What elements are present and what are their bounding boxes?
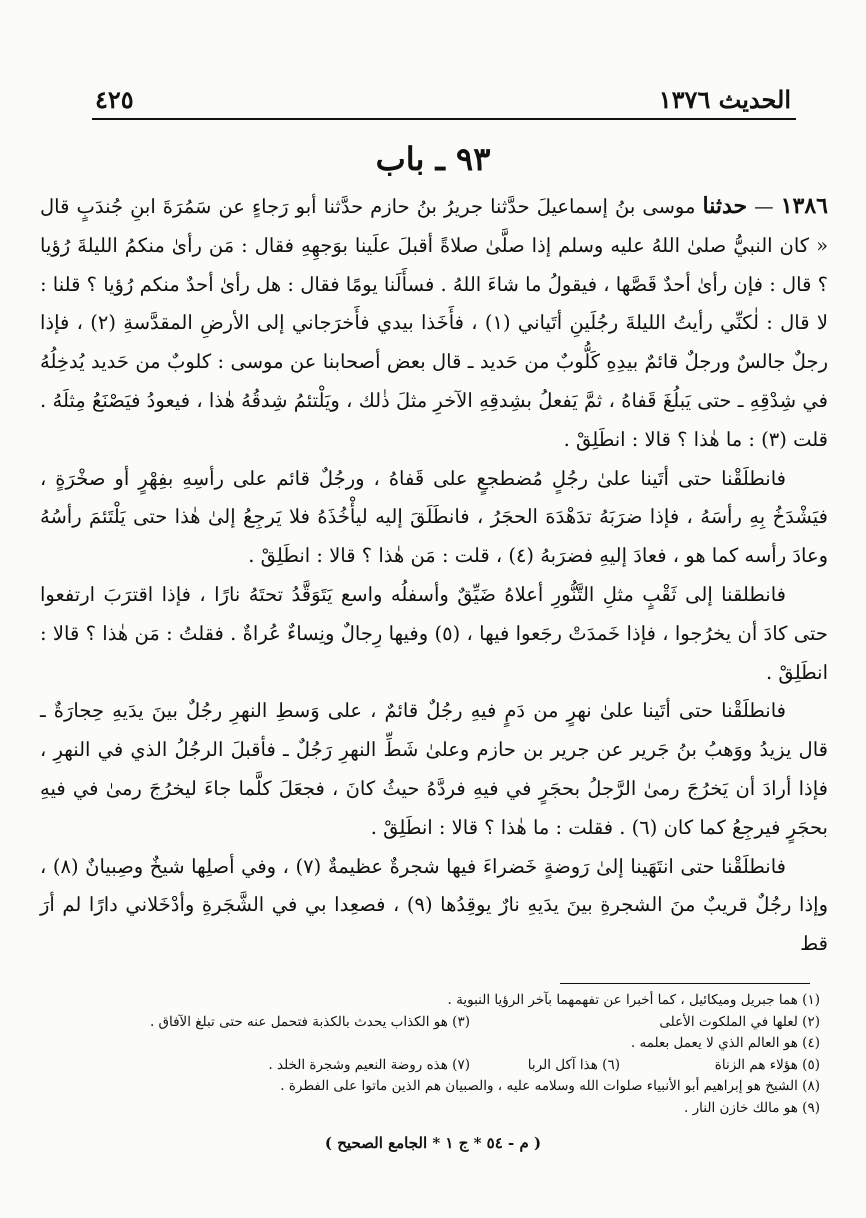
footnote-line: [60, 1033, 820, 1055]
footnote-rule: [560, 983, 810, 984]
footnote: (٧) هذه روضة النعيم وشجرة الخلد .: [268, 1056, 470, 1073]
footnote: (٦) هذا آكل الربا: [527, 1056, 620, 1073]
footnote-line: [60, 1076, 820, 1098]
paragraph-2: فانطلَقْنا حتى أتَينا علىٰ رجُلٍ مُضطجعٍ على قَفاهُ ، ورجُلٌ قائم على رأسِهِ بفِهْرٍ أو صخْرَةٍ ، فيَشْدَخُ بِهِ رأسَهُ ، فإذا ضرَبَهُ تدَهْدَهَ الحجَرُ ، فانطَلَقَ إليه ليأْخُذَهُ فلا يَرجِعُ إلىٰ هٰذا حتى يَلْتَئمَ رأسُهُ وعادَ رأسه كما هو ، فعادَ إليهِ فضرَبهُ (٤) ، قلت : مَن هٰذا ؟ قالا : انطَلِقْ .: [40, 466, 828, 568]
footnote-line: [60, 1055, 820, 1077]
paragraph-1: ١٣٨٦ — حدثنا موسى بنُ إسماعيلَ حدَّثنا جريرُ بنُ حازم حدَّثنا أبو رَجاءٍ عن سَمُرَةَ ابنِ جُندَبٍ قال « كان النبيُّ صلىٰ اللهُ عليه وسلم إذا صلَّىٰ صلاةً أقبلَ علَينا بوَجهِهِ فقال : مَن رأىٰ منكمُ الليلةَ رُؤيا ؟ قال : فإن رأىٰ أحدٌ قَصَّها ، فيقولُ ما شاءَ اللهُ . فسأَلَنا يومًا فقال : هل رأىٰ أحدٌ منكم رُؤيا ؟ قلنا : لا قال : لٰكنِّي رأيتُ الليلةَ رجُلَينِ أتَياني (١) ، فأَخَذا بيدي فأَخرَجاني إلى الأرضِ المقدَّسةِ (٢) ، فإذا رجلٌ جالسٌ ورجلٌ قائمٌ بيدِهِ كَلُّوبٌ من حَديد ـ قال بعض أصحابنا عن موسى : كلوبٌ من حَديد يُدخِلُهُ في شِدْقِهِ ـ حتى يَبلُغَ قَفاهُ ، ثمَّ يَفعلُ بشِدقِهِ الآخرِ مثلَ ذٰلك ، ويَلْتئمُ شِدقُهُ هٰذا ، فيعودُ فيَصْنَعُ مِثلَهُ . قلت (٣) : ما هٰذا ؟ قالا : انطَلِقْ .: [40, 193, 828, 451]
footnotes: [60, 990, 820, 1120]
chapter-title: ٩٣ ـ باب: [375, 140, 491, 178]
footnote: (١) هما جبريل وميكائيل ، كما أخبرا عن تفهمهما بآخر الرؤيا النبوية .: [447, 992, 820, 1008]
running-header: [95, 70, 791, 114]
paragraph-5: فانطلَقْنا حتى انتَهَينا إلىٰ رَوضةٍ خَضراءَ فيها شجرةٌ عظيمةٌ (٧) ، وفي أصلِها شيخٌ وصِبيانٌ (٨) ، وإذا رجُلٌ قريبٌ منَ الشجرةِ بينَ يدَيهِ نارٌ يوقِدُها (٩) ، فصعِدا بي في الشَّجَرةِ وأدْخَلاني دارًا لم أرَ قط: [40, 854, 828, 956]
paragraph-4: فانطلَقْنا حتى أتَينا علىٰ نهرٍ من دَمٍ فيهِ رجُلٌ قائمٌ ، على وَسطِ النهرِ رجُلٌ بينَ يدَيهِ حِجارَةٌ ـ قال يزيدُ ووَهبُ بنُ جَرير عن جرير بن حازم وعلىٰ شَطِّ النهرِ رَجُلٌ ـ فأقبلَ الرجُلُ الذي في النهرِ ، فإذا أرادَ أن يَخرُجَ رمىٰ الرَّجلُ بحجَرٍ في فيهِ فردَّهُ حيثُ كانَ ، فجعَلَ كلَّما جاءَ ليخرُجَ رمىٰ في فيهِ بحجَرٍ فيرجِعُ كما كان (٦) . فقلت : ما هٰذا ؟ قالا : انطَلِقْ .: [40, 699, 828, 839]
footnote: (٤) هو العالم الذي لا يعمل بعلمه .: [630, 1035, 820, 1052]
footnote-line: [60, 1012, 820, 1034]
footnote: (٣) هو الكذاب يحدث بالكذبة فتحمل عنه حتى تبلغ الآفاق .: [149, 1013, 470, 1030]
footnote: (٨) الشيخ هو إبراهيم أبو الأنبياء صلوات الله وسلامه عليه ، والصبيان هم الذين ماتوا على الفطرة .: [280, 1078, 820, 1095]
page-number: ٤٢٥: [95, 85, 134, 114]
hadith-range: الحديث ١٣٧٦: [658, 85, 791, 114]
paragraph-text: موسى بنُ إسماعيلَ حدَّثنا جريرُ بنُ حازم حدَّثنا أبو رَجاءٍ عن سَمُرَةَ ابنِ جُندَبٍ قال « كان النبيُّ صلىٰ اللهُ عليه وسلم إذا صلَّىٰ صلاةً أقبلَ علَينا بوَجهِهِ فقال : مَن رأىٰ منكمُ الليلةَ رُؤيا ؟ قال : فإن رأىٰ أحدٌ قَصَّها ، فيقولُ ما شاءَ اللهُ . فسأَلَنا يومًا فقال : هل رأىٰ أحدٌ منكم رُؤيا ؟ قلنا : لا قال : لٰكنِّي رأيتُ الليلةَ رجُلَينِ أتَياني (١) ، فأَخَذا بيدي فأَخرَجاني إلى الأرضِ المقدَّسةِ (٢) ، فإذا رجلٌ جالسٌ ورجلٌ قائمٌ بيدِهِ كَلُّوبٌ من حَديد ـ قال بعض أصحابنا عن موسى : كلوبٌ من حَديد يُدخِلُهُ في شِدْقِهِ ـ حتى يَبلُغَ قَفاهُ ، ثمَّ يَفعلُ بشِدقِهِ الآخرِ مثلَ ذٰلك ، ويَلْتئمُ شِدقُهُ هٰذا ، فيعودُ فيَصْنَعُ مِثلَهُ . قلت (٣) : ما هٰذا ؟ قالا : انطَلِقْ .: [40, 195, 828, 451]
signature-footer: ( م - ٥٤ * ج ١ * الجامع الصحيح ): [324, 1134, 542, 1152]
lead-word: حدثنا: [702, 193, 748, 219]
footnote: (٢) لعلها في الملكوت الأعلى: [659, 1013, 820, 1030]
hadith-number: ١٣٨٦: [780, 193, 828, 219]
hadith-text: [40, 187, 828, 964]
header-rule: [92, 118, 796, 120]
footnote: (٩) هو مالك خازن النار .: [684, 1099, 820, 1116]
footnote-line: [60, 990, 820, 1012]
footnote-line: [60, 1098, 820, 1120]
footnote: (٥) هؤلاء هم الزناة: [714, 1056, 820, 1073]
paragraph-3: فانطلقنا إلى ثَقْبٍ مثلِ التَّنُّورِ أعلاهُ ضَيِّقٌ وأسفلُه واسع يَتَوَقَّدُ تحتَهُ نارًا ، فإذا اقترَبَ ارتفعوا حتى كادَ أن يخرُجوا ، فإذا خَمدَتْ رجَعوا فيها ، (٥) وفيها رِجالٌ ونِساءٌ عُراةٌ . فقلتُ : مَن هٰذا ؟ قالا : انطَلِقْ .: [40, 582, 828, 684]
